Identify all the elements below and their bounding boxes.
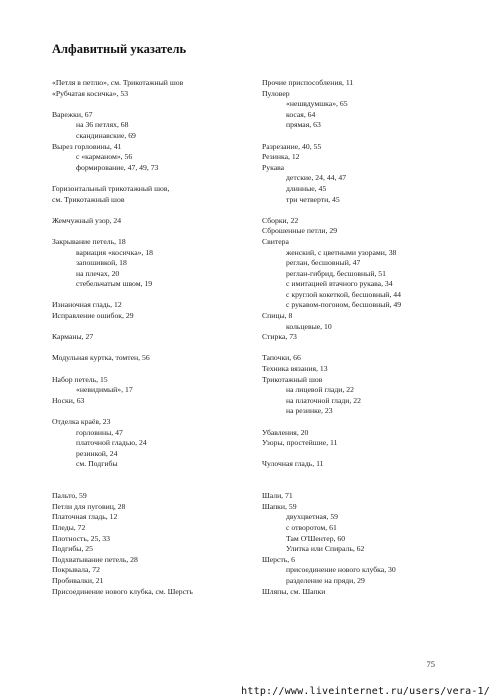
index-entry: Трикотажный шов xyxy=(262,374,323,384)
index-entry: Горизонтальный трикотажный шов, xyxy=(52,183,170,193)
index-entry: Модульная куртка, томтен, 56 xyxy=(52,353,150,363)
index-entry: «Рубчатая косичка», 53 xyxy=(52,88,129,98)
index-entry: Носки, 63 xyxy=(52,395,85,405)
index-entry: Петли для пуговиц, 28 xyxy=(52,501,126,511)
index-entry: Спицы, 8 xyxy=(262,311,293,321)
index-entry: Платочная гладь, 12 xyxy=(52,512,118,522)
spacer xyxy=(262,417,476,428)
index-subentry: детские, 24, 44, 47 xyxy=(286,173,347,183)
index-entry: Варежки, 67 xyxy=(52,109,93,119)
index-subentry: запошивкой, 18 xyxy=(76,258,127,268)
index-subentry: разделение на пряди, 29 xyxy=(286,575,365,585)
index-subentry: скандинавские, 69 xyxy=(76,130,136,140)
index-entry: Шали, 71 xyxy=(262,491,293,501)
index-entry: Изнаночная гладь, 12 xyxy=(52,300,122,310)
index-subentry: на лицевой глади, 22 xyxy=(286,385,354,395)
index-entry: Пуловер xyxy=(262,88,290,98)
spacer xyxy=(262,470,476,481)
index-entry: Чулочная гладь, 11 xyxy=(262,459,324,469)
index-entry: Стирка, 73 xyxy=(262,332,297,342)
index-subentry: формирование, 47, 49, 73 xyxy=(76,162,159,172)
index-subentry: двухцветная, 59 xyxy=(286,512,339,522)
index-entry: Прочие приспособления, 11 xyxy=(262,78,354,87)
index-entry: Узоры, простейшие, 11 xyxy=(262,438,338,448)
index-subentry: на плечах, 20 xyxy=(76,268,120,278)
spacer xyxy=(262,481,476,492)
index-entry: Убавления, 20 xyxy=(262,427,309,437)
spacer xyxy=(52,470,266,481)
index-entry: Шерсть, 6 xyxy=(262,554,295,564)
spacer xyxy=(52,99,266,110)
spacer xyxy=(52,205,266,216)
index-subentry: с круглой кокеткой, бесшовный, 44 xyxy=(286,289,401,299)
index-subentry: реглан-гибрид, бесшовный, 51 xyxy=(286,268,386,278)
spacer xyxy=(52,343,266,354)
index-entry: Вырез горловины, 41 xyxy=(52,141,122,151)
index-entry: Набор петель, 15 xyxy=(52,374,108,384)
index-entry: Техника вязания, 13 xyxy=(262,364,328,374)
index-subentry: с имитацией втачного рукава, 34 xyxy=(286,279,393,289)
index-column-right xyxy=(262,78,476,597)
spacer xyxy=(262,131,476,142)
index-subentry: прямая, 63 xyxy=(286,120,321,130)
index-entry: Пальто, 59 xyxy=(52,491,87,501)
index-subentry: на резинке, 23 xyxy=(286,406,333,416)
index-subentry: длинные, 45 xyxy=(286,183,327,193)
index-subentry: Там О'Шентер, 60 xyxy=(286,533,346,543)
index-entry: см. Трикотажный шов xyxy=(52,194,125,204)
spacer xyxy=(262,205,476,216)
spacer xyxy=(262,449,476,460)
index-entry: Покрывала, 72 xyxy=(52,565,100,575)
spacer xyxy=(52,364,266,375)
index-subentry: на платочной глади, 22 xyxy=(286,395,361,405)
page-number: 75 xyxy=(426,659,435,669)
index-subentry: резинкой, 24 xyxy=(76,448,118,458)
index-entry: Разрезание, 40, 55 xyxy=(262,141,322,151)
index-subentry: «невидимый», 17 xyxy=(76,385,133,395)
page-title: Алфавитный указатель xyxy=(52,42,187,56)
index-subentry: реглан, бесшовный, 47 xyxy=(286,258,361,268)
index-subentry: на 36 петлях, 68 xyxy=(76,120,129,130)
index-subentry: косая, 64 xyxy=(286,109,316,119)
index-entry: Подгибы, 25 xyxy=(52,544,93,554)
index-subentry: платочной гладью, 24 xyxy=(76,438,147,448)
spacer xyxy=(52,406,266,417)
index-entry: Сброшенные петли, 29 xyxy=(262,226,338,236)
index-subentry: горловины, 47 xyxy=(76,427,123,437)
index-subentry: женский, с цветными узорами, 38 xyxy=(286,247,397,257)
index-entry: Карманы, 27 xyxy=(52,332,94,342)
index-entry: Пледы, 72 xyxy=(52,522,86,532)
index-entry: Подхватывание петель, 28 xyxy=(52,554,138,564)
watermark-url[interactable]: http://www.liveinternet.ru/users/vera-1/ xyxy=(241,686,490,697)
index-entry: Закрывание петель, 18 xyxy=(52,236,126,246)
index-subentry: «нешвдумшка», 65 xyxy=(286,99,348,109)
spacer xyxy=(52,226,266,237)
index-subentry: три четверти, 45 xyxy=(286,194,340,204)
index-subentry: с отворотом, 61 xyxy=(286,522,337,532)
spacer xyxy=(262,343,476,354)
index-entry: Плотность, 25, 33 xyxy=(52,533,110,543)
spacer xyxy=(52,290,266,301)
index-subentry: Улитка или Спираль, 62 xyxy=(286,544,365,554)
index-subentry: см. Подгибы xyxy=(76,459,118,469)
index-subentry: стебельчатым швом, 19 xyxy=(76,279,153,289)
index-entry: Сборки, 22 xyxy=(262,215,299,225)
index-entry: Рукава xyxy=(262,162,285,172)
index-subentry: кольцевые, 10 xyxy=(286,321,332,331)
index-entry: Шляпы, см. Шапки xyxy=(262,586,326,596)
index-subentry: с рукавом-погоном, бесшовный, 49 xyxy=(286,300,402,310)
index-subentry: с «карманом», 56 xyxy=(76,152,133,162)
index-entry: Жемчужный узор, 24 xyxy=(52,215,122,225)
spacer xyxy=(52,322,266,333)
index-entry: Пробивалки, 21 xyxy=(52,575,104,585)
index-entry: «Петля в петлю», см. Трикотажный шов xyxy=(52,78,184,87)
index-entry: Тапочки, 66 xyxy=(262,353,301,363)
index-entry: Отделка краёв, 23 xyxy=(52,417,111,426)
spacer xyxy=(52,173,266,184)
index-entry: Резинка, 12 xyxy=(262,152,300,162)
index-entry: Шапки, 59 xyxy=(262,501,297,511)
index-entry: Свитера xyxy=(262,236,289,246)
index-entry: Исправление ошибок, 29 xyxy=(52,311,134,321)
spacer xyxy=(52,481,266,492)
index-subentry: вариация «косичка», 18 xyxy=(76,247,154,257)
index-column-left xyxy=(52,78,266,597)
index-subentry: присоединение нового клубка, 30 xyxy=(286,565,396,575)
index-entry: Присоединение нового клубка, см. Шерсть xyxy=(52,586,193,596)
